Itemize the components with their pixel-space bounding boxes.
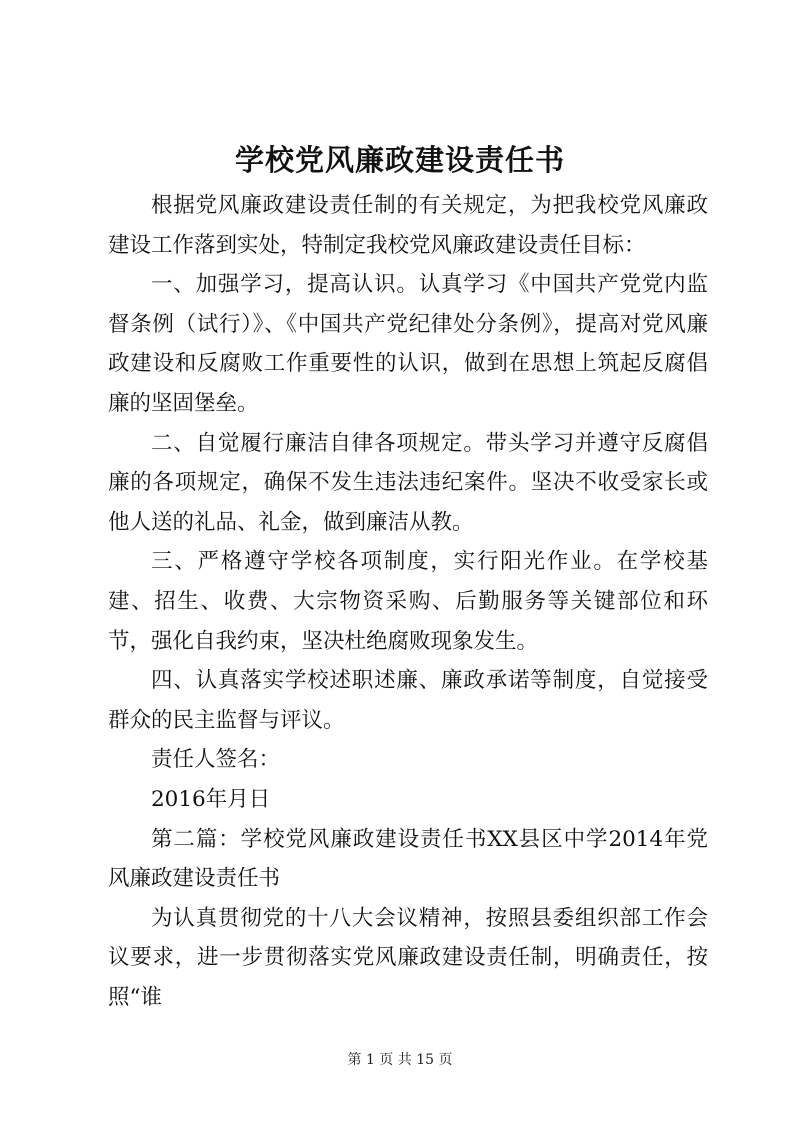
paragraph-item-3: 三、严格遵守学校各项制度，实行阳光作业。在学校基建、招生、收费、大宗物资采购、后勤服务等关键部位和环节，强化自我约束，坚决杜绝腐败现象发生。 <box>108 549 708 654</box>
second-article-heading: 第二篇：学校党风廉政建设责任书XX县区中学2014年党风廉政建设责任书 <box>108 826 708 892</box>
paragraph-item-1: 一、加强学习，提高认识。认真学习《中国共产党党内监督条例（试行）》、《中国共产党纪律处分条例》，提高对党风廉政建设和反腐败工作重要性的认识，做到在思想上筑起反腐倡廉的坚固堡垒。 <box>108 272 708 416</box>
second-article-paragraph: 为认真贯彻党的十八大会议精神，按照县委组织部工作会议要求，进一步贯彻落实党风廉政建设责任制，明确责任，按照“谁 <box>108 905 708 1010</box>
signature-label: 责任人签名： <box>151 747 281 773</box>
page-footer: 第 1 页 共 15 页 <box>347 1052 453 1068</box>
document-body <box>108 186 708 1017</box>
paragraph-item-4: 四、认真落实学校述职述廉、廉政承诺等制度，自觉接受群众的民主监督与评议。 <box>108 668 708 733</box>
document-title: 学校党风廉政建设责任书 <box>234 143 565 177</box>
paragraph-intro: 根据党风廉政建设责任制的有关规定，为把我校党风廉政建设工作落到实处，特制定我校党风廉政建设责任目标： <box>108 193 708 258</box>
date-line: 2016年月日 <box>151 786 271 812</box>
paragraph-item-2: 二、自觉履行廉洁自律各项规定。带头学习并遵守反腐倡廉的各项规定，确保不发生违法违纪案件。坚决不收受家长或他人送的礼品、礼金，做到廉洁从教。 <box>108 430 708 535</box>
